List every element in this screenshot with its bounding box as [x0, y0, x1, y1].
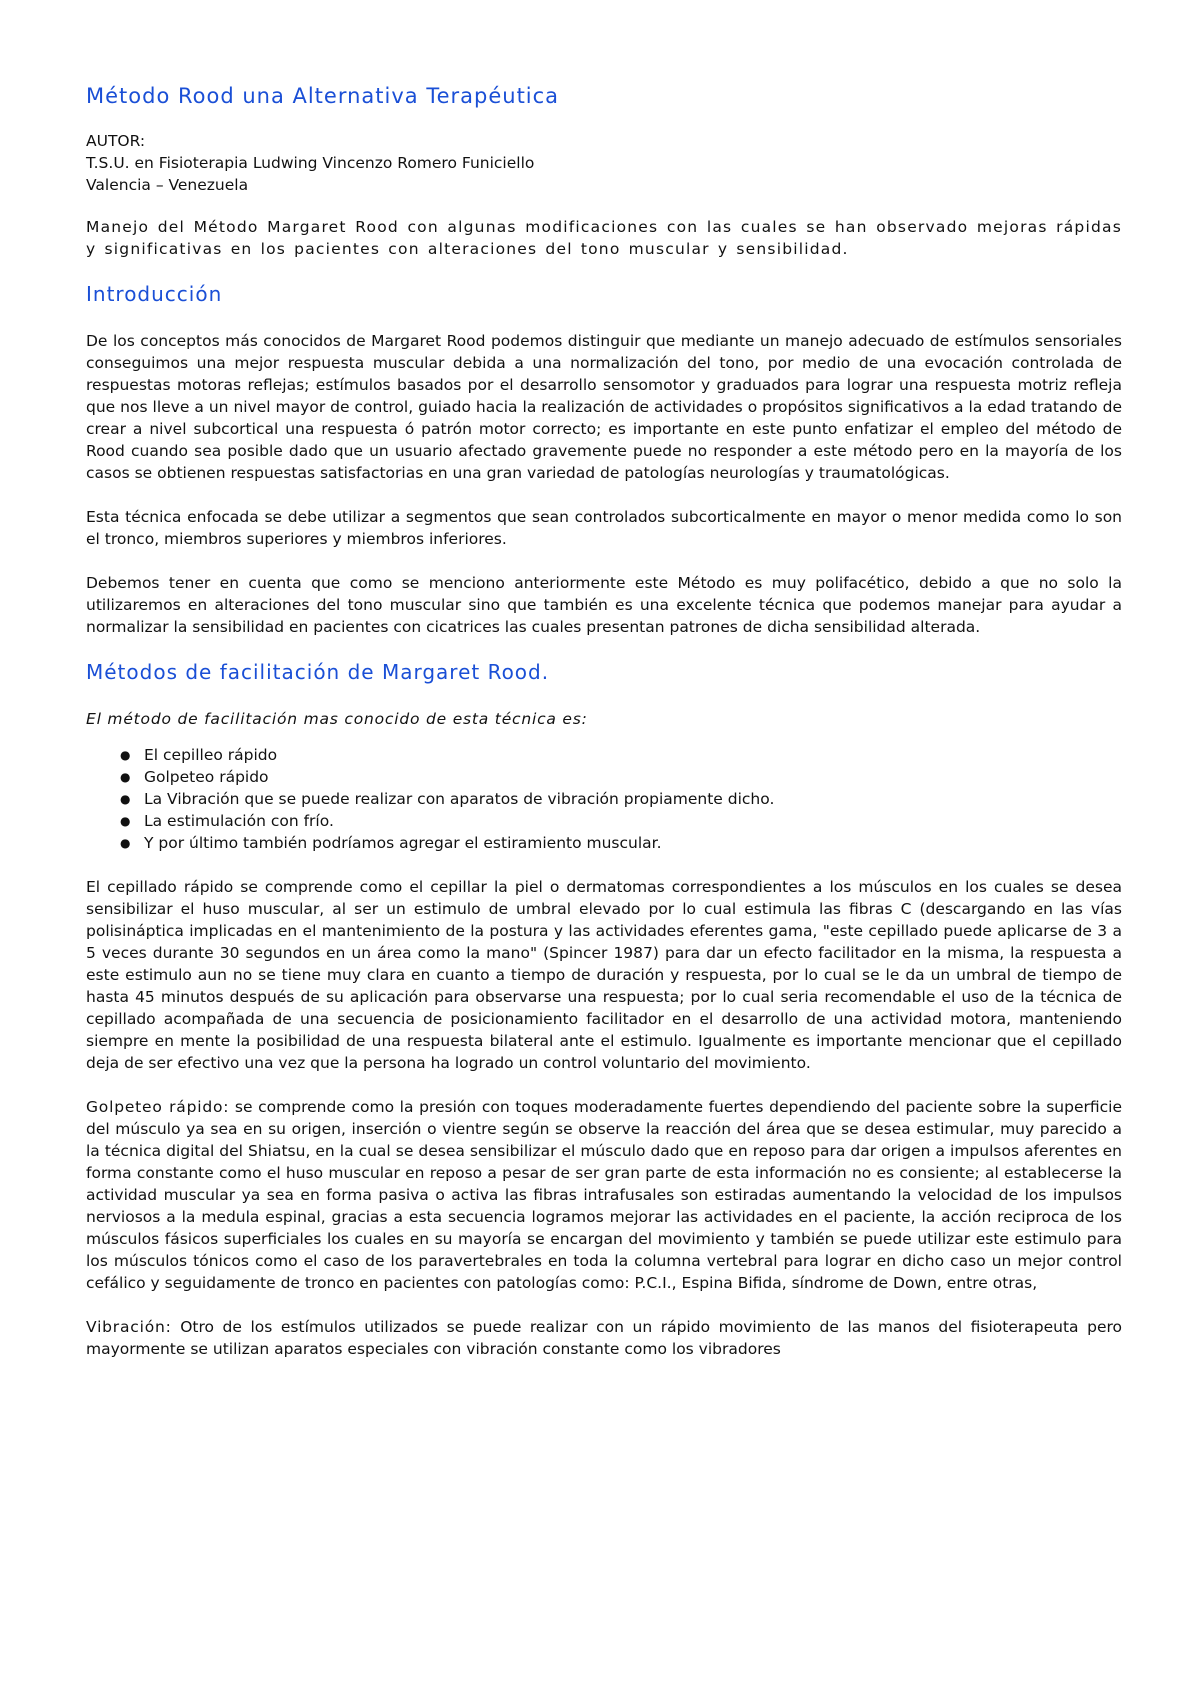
author-block — [86, 130, 1122, 196]
tapping-text: se comprende como la presión con toques moderadamente fuertes dependiendo del paciente sobre la superficie del músculo ya sea en su origen, inserción o vientre según se observe la reacción del área que se desea estimular, muy parecido a la técnica digital del Shiatsu, en la cual se desea sensibilizar el músculo dado que en reposo para dar origen a impulsos aferentes en forma constante como el huso muscular en reposo a pesar de ser gran parte de esta información no es consiente; al establecerse la actividad muscular ya sea en forma pasiva o activa las fibras intrafusales son estiradas aumentando la velocidad de los impulsos nerviosos a la medula espinal, gracias a esta secuencia logramos mejorar las actividades en el paciente, la acción reciproca de los músculos fásicos superficiales los cuales en su mayoría se encargan del movimiento y también se puede utilizar este estimulo para los músculos tónicos como el caso de los paravertebrales en toda la columna vertebral para lograr en dicho caso un mejor control cefálico y seguidamente de tronco en pacientes con patologías como: P.C.I., Espina Bifida, síndrome de Down, entre otras, — [86, 1098, 1122, 1292]
list-item: ● La Vibración que se puede realizar con aparatos de vibración propiamente dicho. — [120, 790, 775, 808]
brushing-paragraph: El cepillado rápido se comprende como el cepillar la piel o dermatomas correspondientes a los músculos en los cuales se desea sensibilizar el huso muscular, al ser un estimulo de umbral elevado por lo cual estimula las fibras C (descargando en las vías polisináptica implicadas en el mantenimiento de la postura y las actividades eferentes gama, "este cepillado puede aplicarse de 3 a 5 veces durante 30 segundos en un área como la mano" (Spincer 1987) para dar un efecto facilitador en la misma, la respuesta a este estimulo aun no se tiene muy clara en cuanto a tiempo de duración y respuesta, por lo cual se le da un umbral de tiempo de hasta 45 minutos después de su aplicación para observarse una respuesta; por lo cual seria recomendable el uso de la técnica de cepillado acompañada de una secuencia de posicionamiento facilitador en el desarrollo de una actividad motora, manteniendo siempre en mente la posibilidad de una respuesta bilateral ante el estimulo. Igualmente es importante mencionar que el cepillado deja de ser efectivo una vez que la persona ha logrado un control voluntario del movimiento. — [86, 878, 1122, 1072]
tapping-paragraph — [86, 1096, 1122, 1294]
vibration-text: Otro de los estímulos utilizados se puede realizar con un rápido movimiento de las manos del fisioterapeuta pero mayormente se utilizan aparatos especiales con vibración constante como los vibradores — [86, 1318, 1122, 1358]
list-item: ● La estimulación con frío. — [120, 812, 334, 830]
list-item: ● Golpeteo rápido — [120, 768, 269, 786]
intro-paragraph-3: Debemos tener en cuenta que como se menciono anteriormente este Método es muy polifacético, debido a que no solo la utilizaremos en alteraciones del tono muscular sino que también es una excelente técnica que podemos manejar para ayudar a normalizar la sensibilidad en pacientes con cicatrices las cuales presentan patrones de dicha sensibilidad alterada. — [86, 574, 1122, 636]
intro-paragraph-1: De los conceptos más conocidos de Margaret Rood podemos distinguir que mediante un manejo adecuado de estímulos sensoriales conseguimos una mejor respuesta muscular debida a una normalización del tono, por medio de una evocación controlada de respuestas motoras reflejas; estímulos basados por el desarrollo sensomotor y graduados para lograr una respuesta motriz refleja que nos lleve a un nivel mayor de control, guiado hacia la realización de actividades o propósitos significativos a la edad tratando de crear a nivel subcortical una respuesta ó patrón motor correcto; es importante en este punto enfatizar el empleo del método de Rood cuando sea posible dado que un usuario afectado gravemente puede no responder a este método pero en la mayoría de los casos se obtienen respuestas satisfactorias en una gran variedad de patologías neurologías y traumatológicas. — [86, 332, 1122, 482]
intro-paragraph-2: Esta técnica enfocada se debe utilizar a segmentos que sean controlados subcorticalmente en mayor o menor medida como lo son el tronco, miembros superiores y miembros inferiores. — [86, 508, 1122, 548]
author-label: AUTOR: — [86, 132, 146, 150]
document-title: Método Rood una Alternativa Terapéutica — [86, 84, 560, 108]
vibration-paragraph — [86, 1316, 1122, 1360]
introduction-heading: Introducción — [86, 282, 223, 306]
author-location: Valencia – Venezuela — [86, 176, 249, 194]
bullet-icon: ● — [120, 814, 131, 828]
vibration-label: Vibración: — [86, 1318, 172, 1336]
bullet-icon: ● — [120, 836, 131, 850]
bullet-icon: ● — [120, 770, 131, 784]
methods-lead: El método de facilitación mas conocido de esta técnica es: — [86, 710, 588, 728]
abstract-paragraph: Manejo del Método Margaret Rood con algunas modificaciones con las cuales se han observado mejoras rápidas y significativas en los pacientes con alteraciones del tono muscular y sensibilidad. — [86, 218, 1122, 258]
author-name: T.S.U. en Fisioterapia Ludwing Vincenzo Romero Funiciello — [86, 154, 535, 172]
bullet-icon: ● — [120, 792, 131, 806]
list-item: ● El cepilleo rápido — [120, 746, 278, 764]
methods-heading: Métodos de facilitación de Margaret Rood. — [86, 660, 550, 684]
bullet-icon: ● — [120, 748, 131, 762]
methods-list — [86, 744, 1122, 854]
tapping-label: Golpeteo rápido: — [86, 1098, 230, 1116]
list-item: ● Y por último también podríamos agregar el estiramiento muscular. — [120, 834, 662, 852]
